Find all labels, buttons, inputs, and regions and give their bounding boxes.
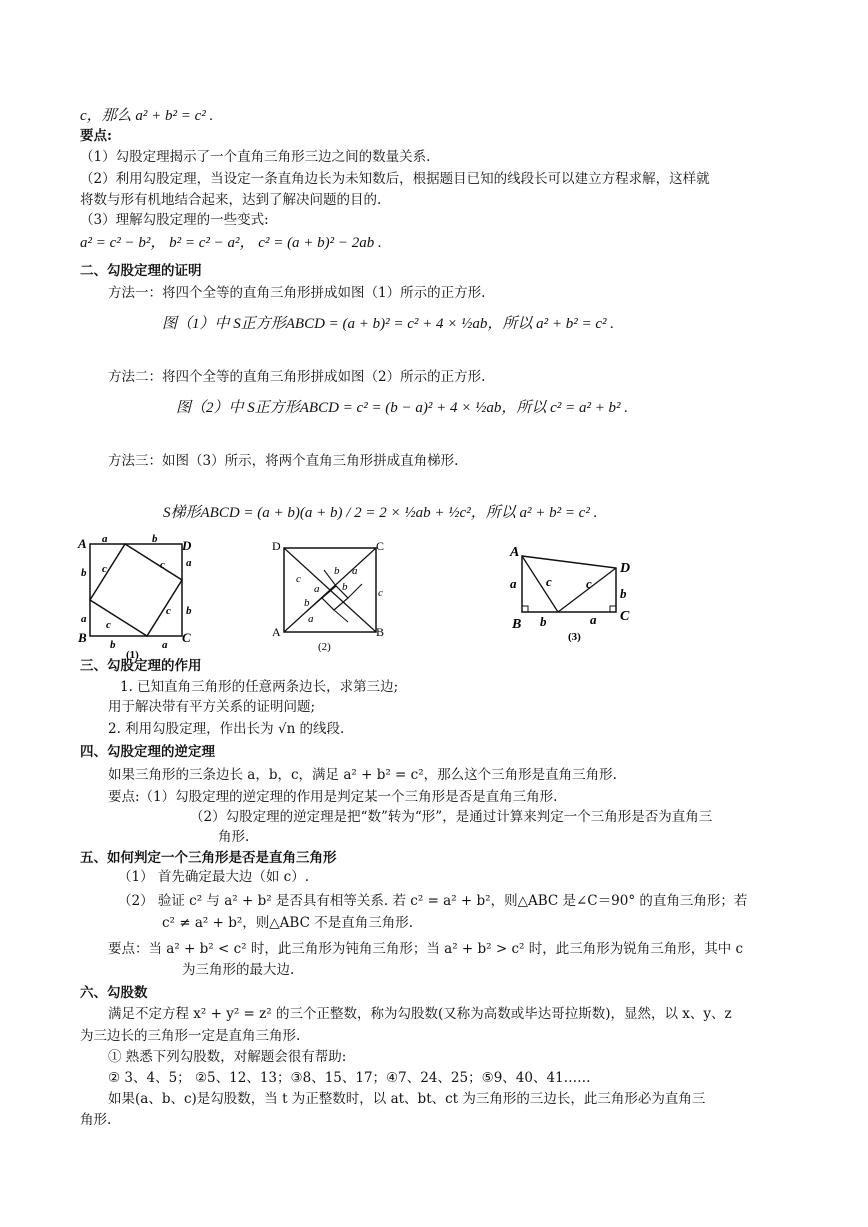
text-line: 用于解决带有平方关系的证明问题; — [108, 699, 316, 715]
text-line: （1） 首先确定最大边（如 c）. — [118, 869, 310, 885]
inner-label: a — [314, 583, 320, 595]
side-label: b — [81, 567, 87, 579]
vertex-label: A — [78, 536, 87, 551]
vertex-label: B — [376, 625, 385, 639]
formula-line: S梯形ABCD = (a + b)(a + b) / 2 = 2 × ½ab + ½c²，所以 a² + b² = c² . — [163, 505, 598, 521]
side-label: b — [186, 605, 192, 617]
hypotenuse-label: c — [160, 559, 165, 571]
side-label: a — [102, 534, 108, 545]
figure-caption: (2) — [318, 641, 331, 653]
side-label: b — [540, 614, 547, 629]
text-line: 满足不定方程 x² + y² = z² 的三个正整数，称为勾股数(又称为高数或毕达哥拉斯数)，显然，以 x、y、z — [108, 1006, 732, 1022]
text-line: 如果(a、b、c)是勾股数，当 t 为正整数时，以 at、bt、ct 为三角形的三边长，此三角形必为直角三 — [108, 1091, 706, 1107]
inner-label: c — [296, 573, 301, 585]
key-points-label: 要点: — [80, 128, 112, 144]
side-label: a — [510, 576, 517, 591]
inner-label: b — [334, 565, 340, 577]
text-line: （2）勾股定理的逆定理是把“数”转为“形”，是通过计算来判定一个三角形是否为直角三 — [190, 809, 713, 825]
leg-line — [348, 584, 362, 598]
side-label: b — [110, 639, 116, 651]
text-line: 将数与形有机地结合起来，达到了解决问题的目的. — [80, 192, 382, 208]
side-label: b — [152, 534, 158, 545]
text-line: ① 熟悉下列勾股数，对解题会很有帮助: — [108, 1049, 347, 1065]
vertex-label: D — [620, 561, 631, 576]
figure-3 — [506, 540, 648, 644]
text-line: c，那么 a² + b² = c² . — [80, 108, 214, 124]
hypotenuse-line — [522, 556, 558, 612]
side-label: b — [620, 586, 627, 601]
inner-square — [90, 544, 182, 636]
text-line: 方法三：如图（3）所示，将两个直角三角形拼成直角梯形. — [108, 453, 459, 469]
formula-line: 图（2）中 S正方形ABCD = c² = (b − a)² + 4 × ½ab，所以 c² = a² + b² . — [176, 400, 629, 416]
vertex-label: B — [78, 630, 87, 645]
side-label: a — [162, 639, 168, 651]
figure-caption: (3) — [568, 631, 581, 643]
text-line: 如果三角形的三条边长 a，b，c，满足 a² + b² = c²，那么这个三角形是直角三角形. — [108, 767, 617, 783]
right-angle-mark — [522, 606, 528, 612]
section-heading: 六、勾股数 — [80, 985, 148, 1001]
outer-square — [90, 544, 182, 636]
vertex-label: C — [620, 609, 630, 624]
right-angle-mark — [610, 606, 616, 612]
section-heading: 五、如何判定一个三角形是否是直角三角形 — [80, 850, 337, 866]
text-line: 角形. — [80, 1112, 112, 1128]
text-line: （3）理解勾股定理的一些变式: — [80, 212, 269, 228]
vertex-label: B — [512, 617, 522, 632]
hypotenuse-label: c — [106, 619, 111, 631]
text-line: 为三角形的最大边. — [182, 962, 295, 978]
inner-label: c — [378, 587, 383, 599]
text-line: 2. 利用勾股定理，作出长为 √n 的线段. — [108, 721, 345, 737]
side-label: c — [546, 574, 552, 589]
side-label: a — [590, 612, 597, 627]
text-line: 1. 已知直角三角形的任意两条边长，求第三边; — [120, 679, 399, 695]
inner-label: a — [308, 613, 314, 625]
section-heading: 四、勾股定理的逆定理 — [80, 744, 215, 760]
vertex-label: C — [182, 630, 191, 645]
section-heading: 二、勾股定理的证明 — [80, 263, 202, 279]
text-line: c² ≠ a² + b²，则△ABC 不是直角三角形. — [162, 915, 413, 931]
vertex-label: D — [272, 539, 281, 553]
figure-caption: (1) — [126, 649, 139, 660]
leg-line — [334, 610, 348, 622]
formula-line: a² = c² − b²， b² = c² − a²， c² = (a + b)² − 2ab . — [80, 235, 382, 251]
vertex-label: C — [376, 539, 385, 553]
side-label: a — [81, 613, 87, 625]
vertex-label: D — [182, 538, 192, 553]
inner-label: b — [342, 581, 348, 593]
formula-line: 图（1）中 S正方形ABCD = (a + b)² = c² + 4 × ½ab，所以 a² + b² = c² . — [162, 316, 615, 332]
text-line: ② 3、4、5； ②5、12、13；③8、15、17；④7、24、25；⑤9、40、41…… — [108, 1070, 591, 1086]
text-line: 方法二：将四个全等的直角三角形拼成如图（2）所示的正方形. — [108, 369, 486, 385]
inner-label: b — [304, 597, 310, 609]
side-label: c — [586, 576, 592, 591]
text-line: 为三边长的三角形一定是直角三角形. — [80, 1028, 301, 1044]
text-line: （1）勾股定理揭示了一个直角三角形三边之间的数量关系. — [80, 149, 431, 165]
vertex-label: A — [510, 545, 520, 560]
text-line: 方法一：将四个全等的直角三角形拼成如图（1）所示的正方形. — [108, 285, 486, 301]
text-line: 要点:（1）勾股定理的逆定理的作用是判定某一个三角形是否是直角三角形. — [108, 789, 558, 805]
figure-2 — [268, 536, 392, 656]
inner-label: a — [352, 565, 358, 577]
vertex-label: A — [272, 625, 281, 639]
text-line: 角形. — [218, 829, 250, 845]
hypotenuse-label: c — [166, 605, 171, 617]
side-label: a — [186, 557, 192, 569]
section-heading: 三、勾股定理的作用 — [80, 658, 202, 674]
hypotenuse-label: c — [102, 563, 107, 575]
text-line: （2）利用勾股定理，当设定一条直角边长为未知数后，根据题目已知的线段长可以建立方程求解，这样就 — [80, 171, 710, 187]
text-line: 要点：当 a² + b² < c² 时，此三角形为钝角三角形；当 a² + b² > c² 时，此三角形为锐角三角形，其中 c — [108, 941, 744, 957]
text-line: （2） 验证 c² 与 a² + b² 是否具有相等关系. 若 c² = a² + b²，则△ABC 是∠C＝90° 的直角三角形；若 — [118, 893, 748, 909]
figure-1 — [76, 534, 200, 660]
